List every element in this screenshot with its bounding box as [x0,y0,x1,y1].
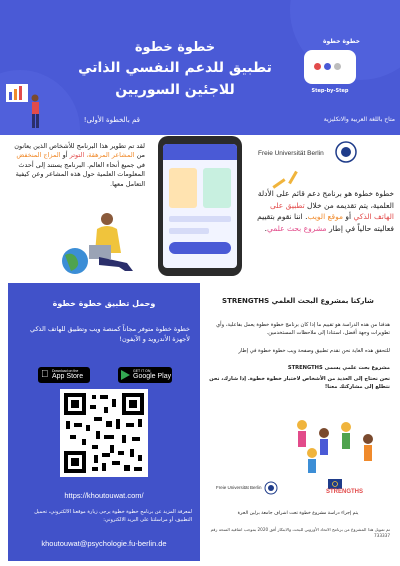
app-store-button[interactable] [38,367,90,383]
google-play-label: Google Play [133,373,172,380]
fu-seal-small-icon [264,481,278,495]
intro-paragraph [10,142,145,189]
fu-logo-bottom: Freie Universität Berlin [216,485,262,490]
desc-text-eval: . اننا نقوم بتقييم فعاليته حالياً في إطار [257,212,394,233]
research-panel [202,283,392,561]
desc-text-end: . [264,223,268,233]
qr-code[interactable] [60,389,148,477]
desc-text: خطوة خطوة هو برنامج دعم قائم على الأدلة العلمية، يتم تقديمه من خلال [257,189,394,210]
research-heading: شاركنا بمشروع البحث العلمي STRENGTHS [222,297,374,305]
google-play-small-label: GET IT ON [133,369,151,373]
footer-funding: تم تمويل هذا المشروع من برنامج الاتحاد الأوروبي للبحث والابتكار أفق 2020 بموجب اتفاقية المنحة رقم 733337 [210,527,390,539]
languages-text: متاح باللغة العربية والانكليزية [323,116,395,123]
phone-line [169,216,231,222]
intro-text-or: أو [60,151,70,160]
google-play-button[interactable] [118,367,172,383]
header-banner [0,0,400,135]
download-body: خطوة خطوة متوفر مجاناً كمنصة ويب وتطبيق للهاتف الذكي لأجهزة الأندرويد و الآيفون! [30,325,190,343]
fu-berlin-logo: Freie Universität Berlin [258,150,324,157]
logo-small-text: خطوة خطوة [322,38,360,45]
footer-supervision: يتم إجراء دراسة مشروع خطوة تحت اشراف جامعة برلين الحرة [237,511,359,516]
first-step-text: قم بالخطوة الأولى! [83,116,140,124]
intro-highlight-mood: المزاج المنخفض [16,151,61,160]
intro-highlight-feelings: المشاعر المرهقة، [84,151,135,160]
download-heading: وحمل تطبيق خطوة خطوة [52,299,156,308]
phone-screen [163,144,237,268]
qr-code-icon [60,389,148,477]
fu-seal-icon [335,141,357,163]
strengths-logo: STRENGTHS [326,489,364,495]
intro-text-rest: في جميع أنحاء العالم. البرنامج يستند إلى أحدث المعلومات العلمية حول هذه المشاعر وعن كيفية التعامل معها. [15,160,145,188]
download-panel [8,283,200,561]
research-para-2: للتحقق هذه الغاية نحن نقدم تطبيق وصفحة ويب خطوة خطوة في إطار [238,348,390,354]
intro-text: لقد تم تطوير هذا البرنامج للأشخاص الذين يعانون من [14,142,145,160]
research-para-1: هدفنا من هذه الدراسة هو تقييم ما إذا كان برنامج خطوة خطوة يعمل بفاعلية، وأي تطويرات وجهة أفضل، استنادا إلى ملاحظات المستخدمين. [216,322,390,337]
person-laptop-illustration [55,205,140,277]
intro-highlight-stress: التوتر [69,151,85,160]
desc-highlight-app: تطبيق على الهاتف الذكي [270,200,394,222]
banner-title-3: للاجئين السوريين [115,82,235,98]
desc-text-or: أو [343,212,354,222]
email-link[interactable]: khoutouwat@psychologie.fu-berlin.de [41,539,167,548]
play-icon [121,370,130,380]
phone-button [169,242,231,254]
apple-icon [41,369,49,380]
presenter-illustration [4,80,44,135]
phone-line [169,228,209,234]
desc-highlight-web: موقع الويب [307,212,344,222]
banner-title-1: خطوة خطوة [134,40,216,55]
logo-caption: Step-by-Step [311,88,349,94]
desc-highlight-research: مشروع بحث علمي [267,223,327,233]
app-store-small-label: Download on the [52,369,79,373]
description-paragraph [252,188,394,235]
banner-title-2: تطبيق للدعم النفسي الذاتي [78,60,272,76]
app-store-label: App Store [52,373,84,380]
app-logo-icon [304,50,356,84]
strengths-flag-icon [328,479,342,489]
phone-mockup [158,136,242,276]
people-illustration [282,405,382,475]
highlight-mark [288,171,298,185]
phone-screen-header [163,144,237,160]
research-para-3: مشروع بحث علمي يسمى STRENGTHS [287,365,390,371]
website-link[interactable]: https://khoutouwat.com/ [64,491,144,500]
research-para-4: نحن نحتاج إلى العديد من الأشخاص لاختبار خطوة خطوة. إذا شارك، نحن نتطلع إلى مشاركتك معنا! [209,376,390,391]
phone-character-card [203,168,231,208]
contact-note: لمعرفة المزيد عن برنامج خطوة خطوة يرجى زيارة موقعنا الالكتروني، تحميل التطبيق، أو مراسلتنا على البريد الالكتروني: [34,509,192,523]
phone-character-card [169,168,197,208]
